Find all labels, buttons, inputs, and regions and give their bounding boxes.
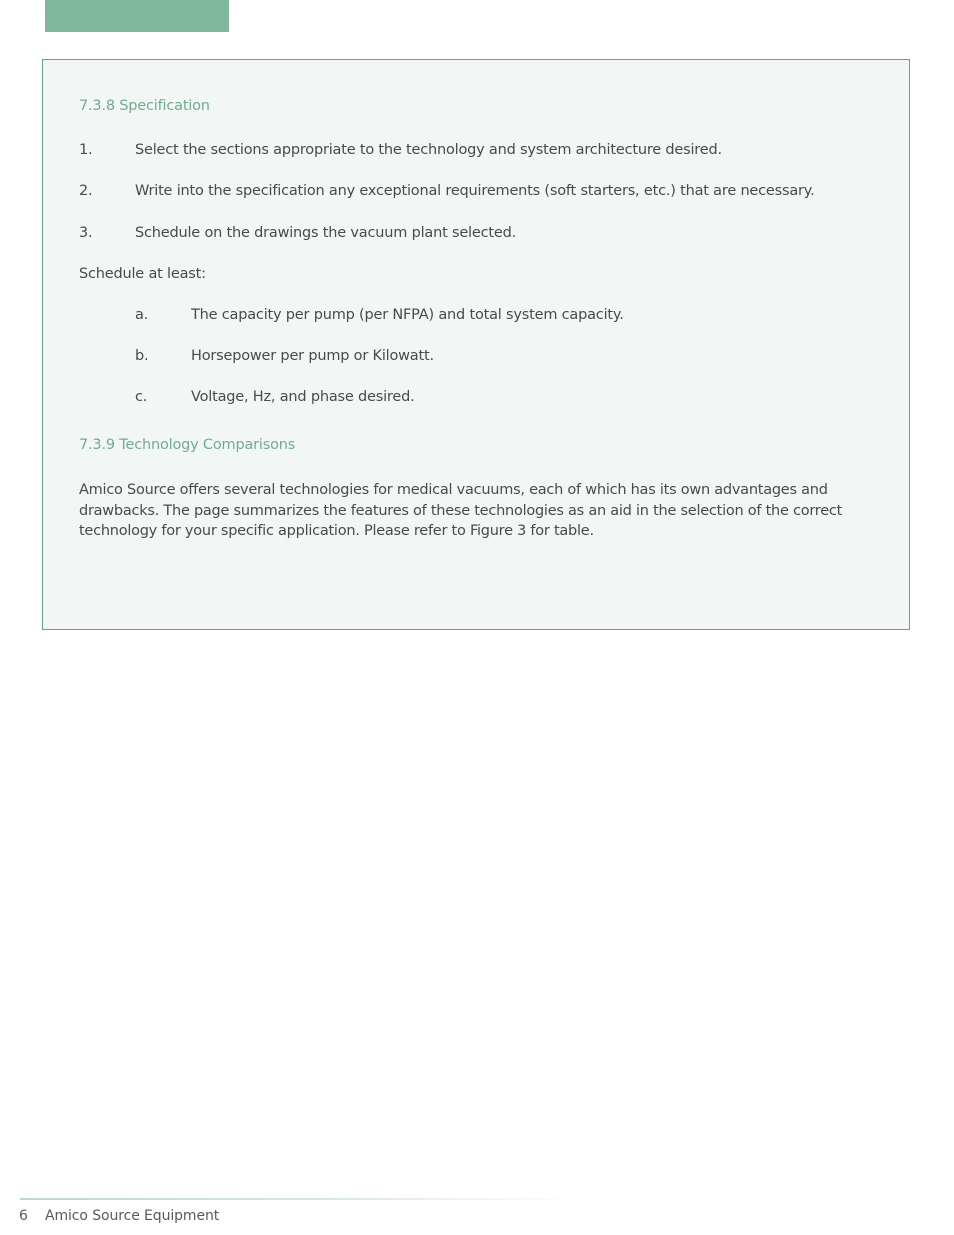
specification-panel xyxy=(42,59,910,630)
section-heading-technology-comparisons: 7.3.9 Technology Comparisons xyxy=(79,437,296,453)
header-tab-bar xyxy=(45,0,229,32)
list-number: 2. xyxy=(79,183,93,199)
technology-comparisons-paragraph: Amico Source offers several technologies for medical vacuums, each of which has its own advantages and drawbacks. The page summarizes the features of these technologies as an aid in the selection of the correct technology for your specific application. Please refer to Figure 3 for table. xyxy=(79,482,843,539)
list-text: Select the sections appropriate to the technology and system architecture desired. xyxy=(135,142,722,158)
footer-title: Amico Source Equipment xyxy=(45,1208,220,1224)
list-text: Write into the specification any exceptional requirements (soft starters, etc.) that are necessary. xyxy=(135,183,815,199)
schedule-intro: Schedule at least: xyxy=(79,266,206,282)
sub-list-letter: c. xyxy=(135,389,148,405)
sub-list-letter: a. xyxy=(135,307,149,323)
sub-list-text: Horsepower per pump or Kilowatt. xyxy=(191,348,434,364)
section-heading-specification: 7.3.8 Specification xyxy=(79,98,210,114)
sub-list-text: The capacity per pump (per NFPA) and total system capacity. xyxy=(191,307,624,323)
list-number: 3. xyxy=(79,225,93,241)
page-number: 6 xyxy=(19,1208,28,1224)
list-number: 1. xyxy=(79,142,93,158)
sub-list-letter: b. xyxy=(135,348,149,364)
sub-list-text: Voltage, Hz, and phase desired. xyxy=(191,389,415,405)
footer-divider xyxy=(20,1198,580,1200)
list-text: Schedule on the drawings the vacuum plant selected. xyxy=(135,225,516,241)
